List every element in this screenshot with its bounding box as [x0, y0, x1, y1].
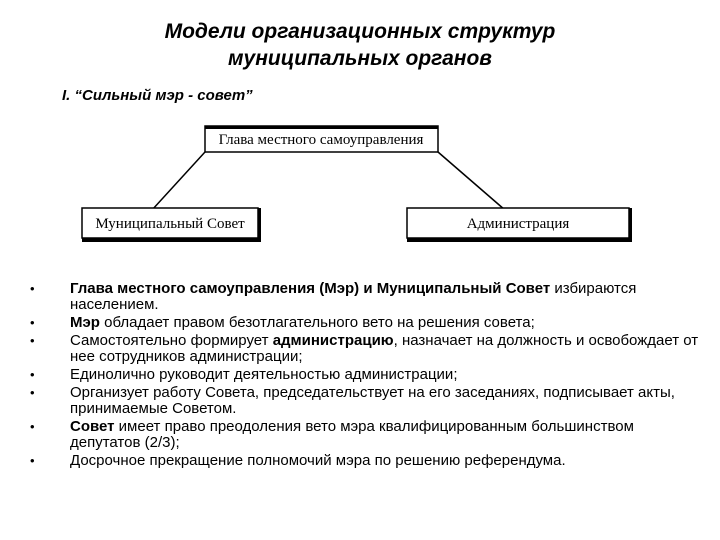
list-item: • Самостоятельно формирует администрацию, назначает на должность и освобождает от нее сотрудников администрации; [30, 332, 699, 365]
list-item: • Глава местного самоуправления (Мэр) и Муниципальный Совет избираются населением. [30, 280, 637, 313]
bullet-icon: • [30, 315, 35, 330]
list-item: • Совет имеет право преодоления вето мэра квалифицированным большинством депутатов (2/3); [30, 418, 634, 451]
title-line-1: Модели организационных структур [164, 20, 556, 43]
connector-left [152, 152, 205, 210]
bullet-list [30, 281, 700, 471]
title-line-2: муниципальных органов [227, 47, 492, 70]
head-box-label: Глава местного самоуправления [218, 132, 424, 148]
administration-box-label: Администрация [466, 216, 570, 232]
list-item: • Досрочное прекращение полномочий мэра по решению референдума. [30, 452, 566, 469]
bullet-icon: • [30, 385, 35, 400]
bullet-icon: • [30, 419, 35, 434]
council-box-label: Муниципальный Совет [95, 216, 245, 232]
list-item: • Мэр обладает правом безотлагательного вето на решения совета; [30, 314, 535, 331]
bullet-icon: • [30, 453, 35, 468]
list-item: • Организует работу Совета, председательствует на его заседаниях, подписывает акты, принимаемые Советом. [30, 384, 675, 417]
bullet-icon: • [30, 333, 35, 348]
connector-right [438, 152, 505, 210]
bullet-icon: • [30, 281, 35, 296]
administration-box [407, 208, 632, 242]
head-of-local-government-box [205, 126, 438, 152]
bullet-icon: • [30, 367, 35, 382]
municipal-council-box [82, 208, 261, 242]
list-item: • Единолично руководит деятельностью администрации; [30, 366, 458, 383]
model-subtitle: I. “Сильный мэр - совет” [62, 87, 253, 104]
